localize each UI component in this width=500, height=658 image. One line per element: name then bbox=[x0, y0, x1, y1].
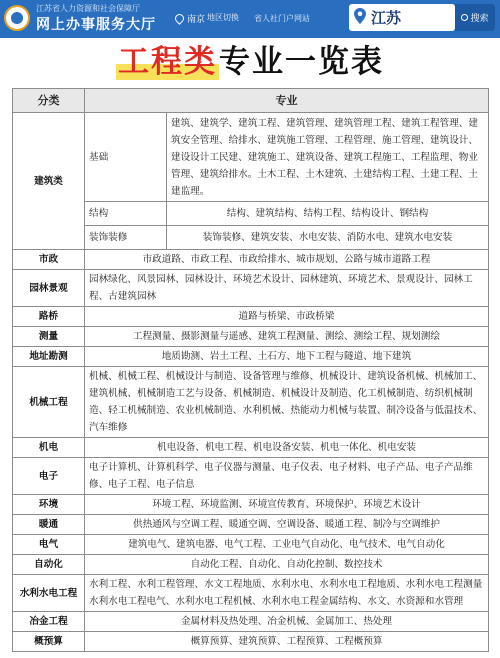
category-cell: 园林景观 bbox=[13, 270, 85, 307]
portal-link[interactable]: 省人社门户网站 bbox=[254, 14, 310, 23]
majors-cell: 环境工程、环境监测、环境宣传教育、环境保护、环境艺术设计 bbox=[85, 495, 489, 515]
majors-cell: 地质勘测、岩土工程、土石方、地下工程与隧道、地下建筑 bbox=[85, 347, 489, 367]
search-icon bbox=[461, 14, 468, 21]
majors-cell: 机电设备、机电工程、机电设备安装、机电一体化、机电安装 bbox=[85, 438, 489, 458]
table-row bbox=[13, 367, 489, 438]
category-cell: 冶金工程 bbox=[13, 612, 85, 632]
category-cell: 水利水电工程 bbox=[13, 575, 85, 612]
table-row bbox=[13, 250, 489, 270]
location-label: 南京 bbox=[187, 15, 206, 25]
table-row bbox=[13, 555, 489, 575]
map-pin-icon bbox=[354, 8, 366, 24]
table-row bbox=[13, 632, 489, 652]
table-row bbox=[13, 113, 489, 202]
category-cell: 概预算 bbox=[13, 632, 85, 652]
search-input[interactable] bbox=[349, 4, 455, 31]
table-row bbox=[13, 438, 489, 458]
category-cell: 电气 bbox=[13, 535, 85, 555]
category-cell: 市政 bbox=[13, 250, 85, 270]
table-row bbox=[13, 270, 489, 307]
category-cell: 暖通 bbox=[13, 515, 85, 535]
search-button[interactable] bbox=[455, 4, 495, 31]
category-cell: 地址勘测 bbox=[13, 347, 85, 367]
top-bar bbox=[0, 0, 500, 38]
majors-cell: 装饰装修、建筑安装、水电安装、消防水电、建筑水电安装 bbox=[167, 226, 489, 250]
majors-cell: 自动化工程、自动化、自动化控制、数控技术 bbox=[85, 555, 489, 575]
title-rest: 专业一览表 bbox=[219, 44, 384, 80]
majors-cell: 结构、建筑结构、结构工程、结构设计、钢结构 bbox=[167, 202, 489, 226]
table-row bbox=[13, 612, 489, 632]
table-row bbox=[13, 307, 489, 327]
category-cell: 测量 bbox=[13, 327, 85, 347]
majors-cell: 电子计算机、计算机科学、电子仪器与测量、电子仪表、电子材料、电子产品、电子产品维修、电子工程、电子信息 bbox=[85, 458, 489, 495]
majors-cell: 道路与桥梁、市政桥梁 bbox=[85, 307, 489, 327]
majors-cell: 概算预算、建筑预算、工程预算、工程概预算 bbox=[85, 632, 489, 652]
majors-cell: 供热通风与空调工程、暖通空调、空调设备、暖通工程、制冷与空调维护 bbox=[85, 515, 489, 535]
category-cell: 机械工程 bbox=[13, 367, 85, 438]
region-switch-link[interactable]: 地区切换 bbox=[207, 13, 239, 22]
majors-cell: 市政道路、市政工程、市政给排水、城市规划、公路与城市道路工程 bbox=[85, 250, 489, 270]
category-cell: 自动化 bbox=[13, 555, 85, 575]
majors-cell: 园林绿化、风景园林、园林设计、环境艺术设计、园林建筑、环境艺术、景观设计、园林工程、古建筑园林 bbox=[85, 270, 489, 307]
majors-cell: 机械、机械工程、机械设计与制造、设备管理与维修、机械设计、建筑设备机械、机械加工、建筑机械、机械制造工艺与设备、机械制造、机械设计及制造、化工机械制造、纺织机械制造、轻工机械制造、农业机械制造、水利机械、热能动力机械与装置、制冷设备与低温技术、汽车维修 bbox=[85, 367, 489, 438]
majors-cell: 水利工程、水利工程管理、水文工程地质、水利水电、水利水电工程地质、水利水电工程测量水利水电工程电气、水利水电工程机械、水利水电工程金属结构、水文、水资源和水管理 bbox=[85, 575, 489, 612]
table-row bbox=[13, 535, 489, 555]
location-selector[interactable] bbox=[175, 12, 205, 25]
search-button-label: 搜索 bbox=[470, 14, 489, 24]
majors-cell: 建筑、建筑学、建筑工程、建筑管理、建筑管理工程、建筑工程管理、建筑安全管理、给排水、建筑施工管理、工程管理、施工管理、建筑设计、建设设计工民建、建筑施工、建筑设备、建筑工程施工、工程监理、物业管理、建筑给排水。土木工程、土木建筑、土建结构工程、土建工程、土建监理。 bbox=[167, 113, 489, 202]
category-cell: 机电 bbox=[13, 438, 85, 458]
majors-cell: 金属材料及热处理、冶金机械、金属加工、热处理 bbox=[85, 612, 489, 632]
ministry-logo-icon[interactable] bbox=[4, 5, 30, 31]
table-row bbox=[13, 458, 489, 495]
table-row bbox=[13, 495, 489, 515]
header-majors: 专业 bbox=[85, 89, 489, 113]
table-row bbox=[13, 327, 489, 347]
majors-cell: 建筑电气、建筑电器、电气工程、工业电气自动化、电气技术、电气自动化 bbox=[85, 535, 489, 555]
subcategory-cell: 装饰装修 bbox=[85, 226, 167, 250]
category-cell: 路桥 bbox=[13, 307, 85, 327]
table-row bbox=[13, 347, 489, 367]
table-row bbox=[13, 226, 489, 250]
title-highlight: 工程类 bbox=[118, 44, 217, 80]
subcategory-cell: 结构 bbox=[85, 202, 167, 226]
header-category: 分类 bbox=[13, 89, 85, 113]
majors-table bbox=[12, 88, 489, 652]
category-cell: 电子 bbox=[13, 458, 85, 495]
location-pin-icon bbox=[173, 12, 186, 25]
category-cell: 建筑类 bbox=[13, 113, 85, 250]
org-name: 江苏省人力资源和社会保障厅 bbox=[36, 4, 140, 13]
table-row bbox=[13, 515, 489, 535]
page-title bbox=[0, 42, 500, 82]
table-header-row bbox=[13, 89, 489, 113]
table-row bbox=[13, 202, 489, 226]
site-name[interactable]: 网上办事服务大厅 bbox=[36, 17, 156, 33]
search-query: 江苏 bbox=[371, 9, 402, 27]
majors-cell: 工程测量、摄影测量与遥感、建筑工程测量、测绘、测绘工程、规划测绘 bbox=[85, 327, 489, 347]
subcategory-cell: 基础 bbox=[85, 113, 167, 202]
table-row bbox=[13, 575, 489, 612]
category-cell: 环境 bbox=[13, 495, 85, 515]
